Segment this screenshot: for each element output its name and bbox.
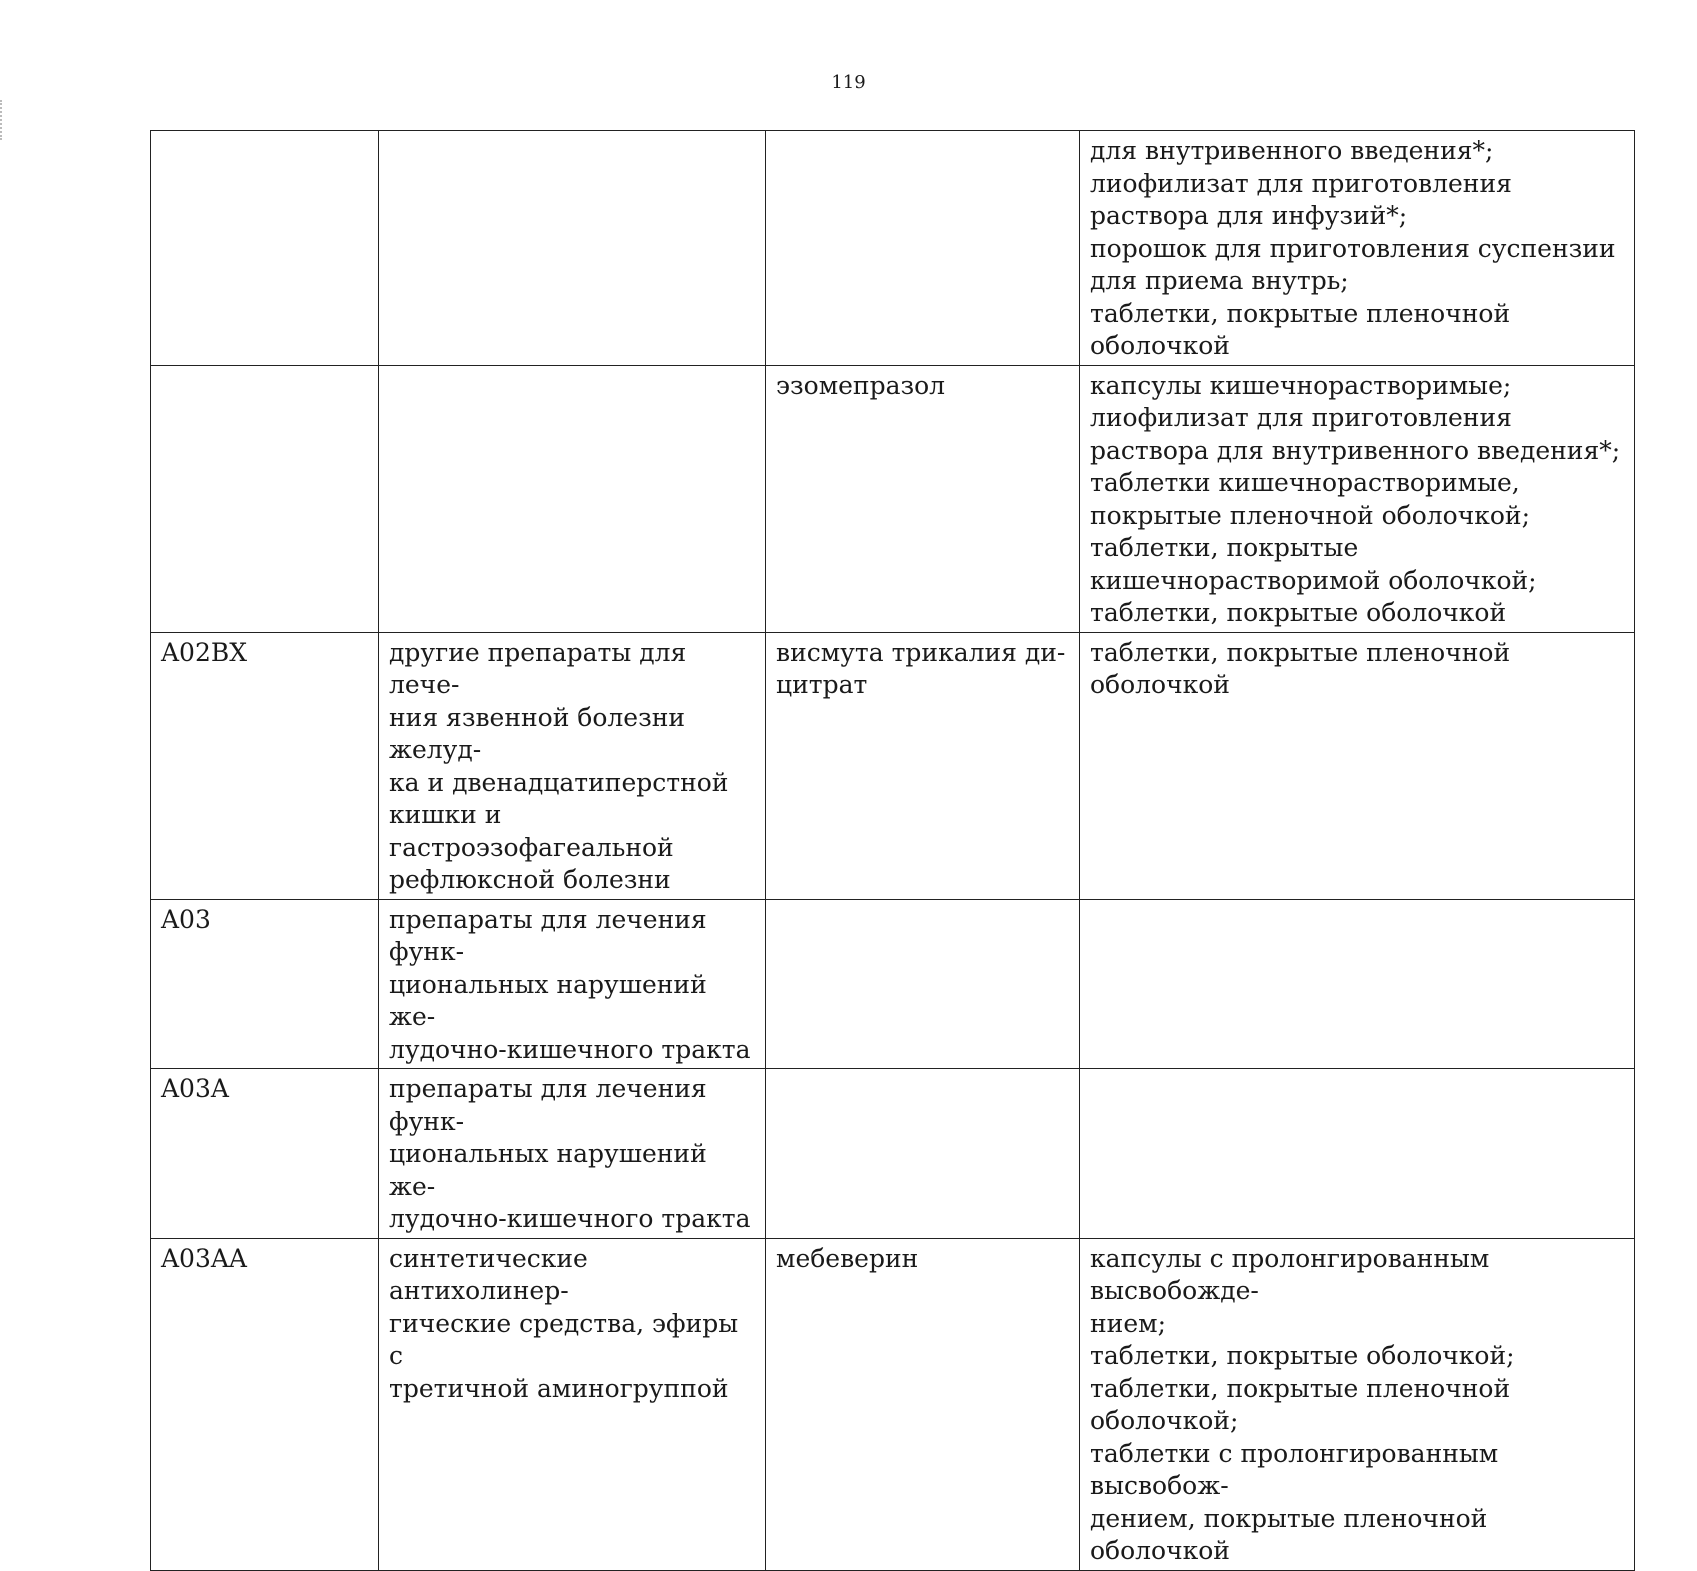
group-name-cell: препараты для лечения функ- циональных нарушений же- лудочно-кишечного тракта (379, 1069, 766, 1239)
drug-table (150, 130, 1635, 1571)
table-row (151, 1069, 1635, 1239)
drug-name-cell (766, 899, 1080, 1069)
atc-code-cell: A03AA (151, 1238, 379, 1570)
table-row (151, 131, 1635, 366)
page-number: 119 (831, 72, 866, 93)
table-row (151, 365, 1635, 632)
atc-code-cell: A03A (151, 1069, 379, 1239)
group-name-cell: синтетические антихолинер- гические средства, эфиры с третичной аминогруппой (379, 1238, 766, 1570)
table-row (151, 1238, 1635, 1570)
dosage-forms-cell (1080, 1069, 1635, 1239)
atc-code-cell (151, 131, 379, 366)
drug-name-cell (766, 1069, 1080, 1239)
dosage-forms-cell: для внутривенного введения*; лиофилизат для приготовления раствора для инфузий*; порошок для приготовления суспензии для приема внутрь; таблетки, покрытые пленочной оболочкой (1080, 131, 1635, 366)
drug-name-cell: эзомепразол (766, 365, 1080, 632)
drug-name-cell: мебеверин (766, 1238, 1080, 1570)
dosage-forms-cell: капсулы кишечнорастворимые; лиофилизат для приготовления раствора для внутривенного введения*; таблетки кишечнорастворимые, покрытые пленочной оболочкой; таблетки, покрытые кишечнорастворимой оболочкой; таблетки, покрытые оболочкой (1080, 365, 1635, 632)
table-row (151, 899, 1635, 1069)
dosage-forms-cell (1080, 899, 1635, 1069)
scan-margin-mark (0, 100, 5, 140)
group-name-cell (379, 365, 766, 632)
dosage-forms-cell: капсулы с пролонгированным высвобожде- нием; таблетки, покрытые оболочкой; таблетки, покрытые пленочной оболочкой; таблетки с пролонгированным высвобож- дением, покрытые пленочной оболочкой (1080, 1238, 1635, 1570)
atc-code-cell: A02BX (151, 632, 379, 899)
group-name-cell: другие препараты для лече- ния язвенной болезни желуд- ка и двенадцатиперстной кишки и гастроэзофагеальной рефлюксной болезни (379, 632, 766, 899)
atc-code-cell: A03 (151, 899, 379, 1069)
group-name-cell (379, 131, 766, 366)
dosage-forms-cell: таблетки, покрытые пленочной оболочкой (1080, 632, 1635, 899)
atc-code-cell (151, 365, 379, 632)
table-row (151, 632, 1635, 899)
drug-name-cell (766, 131, 1080, 366)
group-name-cell: препараты для лечения функ- циональных нарушений же- лудочно-кишечного тракта (379, 899, 766, 1069)
drug-name-cell: висмута трикалия ди- цитрат (766, 632, 1080, 899)
